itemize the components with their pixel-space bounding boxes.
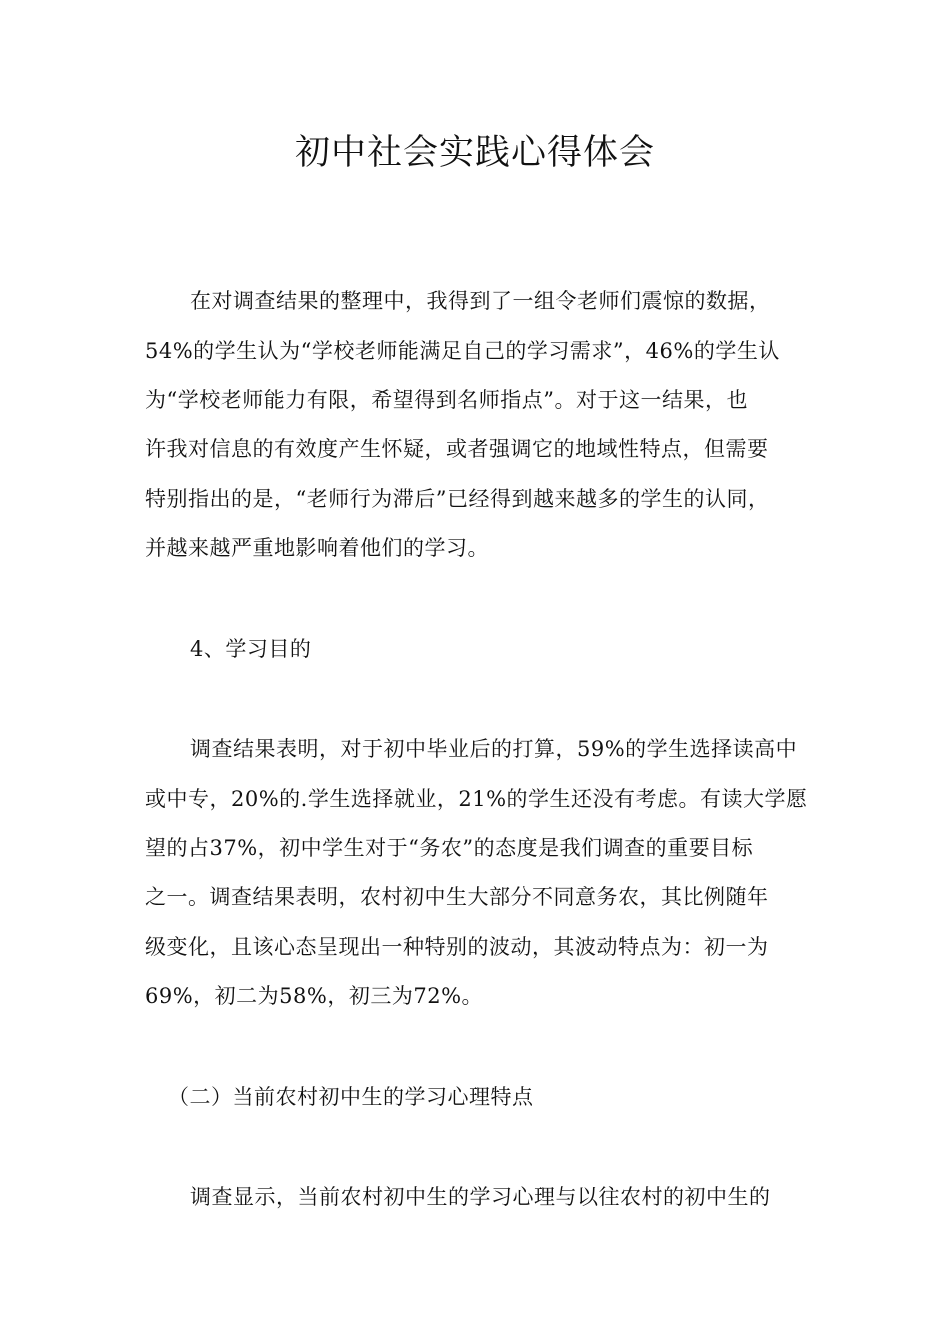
section-heading-2: （二）当前农村初中生的学习心理特点 [168,1085,534,1109]
paragraph-1-line-2: 54%的学生认为“学校老师能满足自己的学习需求”，46%的学生认 [145,339,780,363]
paragraph-2-line-3: 望的占37%，初中学生对于“务农”的态度是我们调查的重要目标 [145,836,754,860]
paragraph-2-line-5: 级变化，且该心态呈现出一种特别的波动，其波动特点为：初一为 [145,935,769,959]
page-title: 初中社会实践心得体会 [294,133,655,173]
paragraph-2-line-2: 或中专，20%的.学生选择就业，21%的学生还没有考虑。有读大学愿 [145,787,808,811]
paragraph-2-line-1: 调查结果表明，对于初中毕业后的打算，59%的学生选择读高中 [190,737,798,761]
paragraph-2-line-4: 之一。调查结果表明，农村初中生大部分不同意务农，其比例随年 [145,885,769,909]
paragraph-1-line-4: 许我对信息的有效度产生怀疑，或者强调它的地域性特点，但需要 [145,437,769,461]
section-heading-4: 4、学习目的 [190,637,312,661]
paragraph-1-line-5: 特别指出的是，“老师行为滞后”已经得到越来越多的学生的认同， [145,487,770,511]
paragraph-3-line-1: 调查显示，当前农村初中生的学习心理与以往农村的初中生的 [190,1185,771,1209]
paragraph-1-line-3: 为“学校老师能力有限，希望得到名师指点”。对于这一结果，也 [145,388,748,412]
paragraph-1-line-1: 在对调查结果的整理中，我得到了一组令老师们震惊的数据， [190,289,771,313]
paragraph-2-line-6: 69%，初二为58%，初三为72%。 [145,984,484,1008]
paragraph-1-line-6: 并越来越严重地影响着他们的学习。 [145,536,489,560]
